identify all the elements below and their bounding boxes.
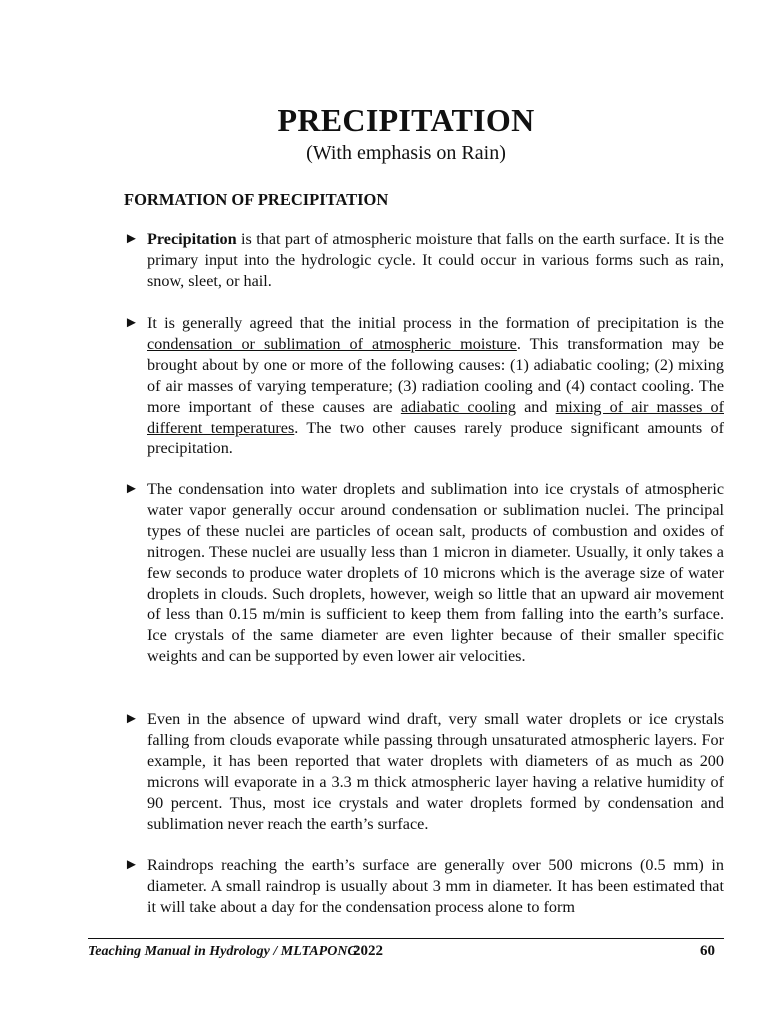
paragraph-body: It is generally agreed that the initial process in the formation of precipitation is the (147, 314, 724, 332)
paragraph-5 (124, 855, 724, 918)
paragraph-text: Even in the absence of upward wind draft, very small water droplets or ice crystals falling from clouds evaporate while passing through unsaturated atmospheric layers. For example, it has been reported that water droplets with diameters of as much as 200 microns will evaporate in a 3.3 m thick atmospheric layer having a relative humidity of 90 percent. Thus, most ice crystals and water droplets formed by condensation and sublimation never reach the earth’s surface. (147, 710, 724, 833)
paragraph-2 (124, 313, 724, 459)
paragraph-text (124, 313, 724, 459)
bullet-arrow-icon: ► (124, 857, 139, 873)
footer-year: 2022 (353, 943, 383, 959)
page-title: PRECIPITATION (277, 102, 535, 138)
section-heading: FORMATION OF PRECIPITATION (124, 190, 389, 209)
bullet-arrow-icon: ► (124, 711, 139, 727)
bullet-arrow-icon: ► (124, 481, 139, 497)
underlined-phrase: adiabatic cooling (400, 397, 516, 416)
paragraph-text (124, 229, 724, 292)
paragraph-3 (124, 479, 724, 667)
term-precipitation: Precipitation (147, 230, 237, 248)
bullet-arrow-icon: ► (124, 315, 139, 331)
underlined-phrase: mixing of air masses of different temperatures (147, 397, 724, 437)
paragraph-body: is that part of atmospheric moisture that falls on the earth surface. It is the primary input into the hydrologic cycle. It could occur in various forms such as rain, snow, sleet, or hail. (147, 230, 724, 290)
paragraph-1 (124, 229, 724, 292)
paragraph-body: . This transformation may be brought about by one or more of the following causes: (1) adiabatic cooling; (2) mixing of air masses of varying temperature; (3) radiation cooling and (4) contact cooling. The more important of these causes are (147, 334, 724, 416)
footer-divider (88, 938, 724, 939)
underlined-phrase: condensation or sublimation of atmospheric moisture (147, 334, 517, 353)
paragraph-text: Raindrops reaching the earth’s surface are generally over 500 microns (0.5 mm) in diameter. A small raindrop is usually about 3 mm in diameter. It has been estimated that it will take about a day for the condensation process alone to form (147, 856, 724, 916)
page-number: 60 (700, 943, 715, 959)
page-subtitle: (With emphasis on Rain) (306, 142, 506, 164)
paragraph-4 (124, 709, 724, 834)
paragraph-text: The condensation into water droplets and sublimation into ice crystals of atmospheric water vapor generally occur around condensation or sublimation nuclei. The principal types of these nuclei are particles of ocean salt, products of combustion and oxides of nitrogen. These nuclei are usually less than 1 micron in diameter. Usually, it only takes a few seconds to produce water droplets of 10 microns which is the average size of water droplets in clouds. Such droplets, however, weigh so little that an upward air movement of less than 0.15 m/min is sufficient to keep them from falling into the earth’s surface. Ice crystals of the same diameter are even lighter because of their smaller specific weights and can be supported by even lower air velocities. (147, 480, 724, 666)
paragraph-body: . The two other causes rarely produce significant amounts of precipitation. (147, 418, 724, 458)
paragraph-body: and (515, 397, 556, 416)
bullet-arrow-icon: ► (124, 231, 139, 247)
footer-manual-title: Teaching Manual in Hydrology / MLTAPONG (88, 944, 358, 959)
